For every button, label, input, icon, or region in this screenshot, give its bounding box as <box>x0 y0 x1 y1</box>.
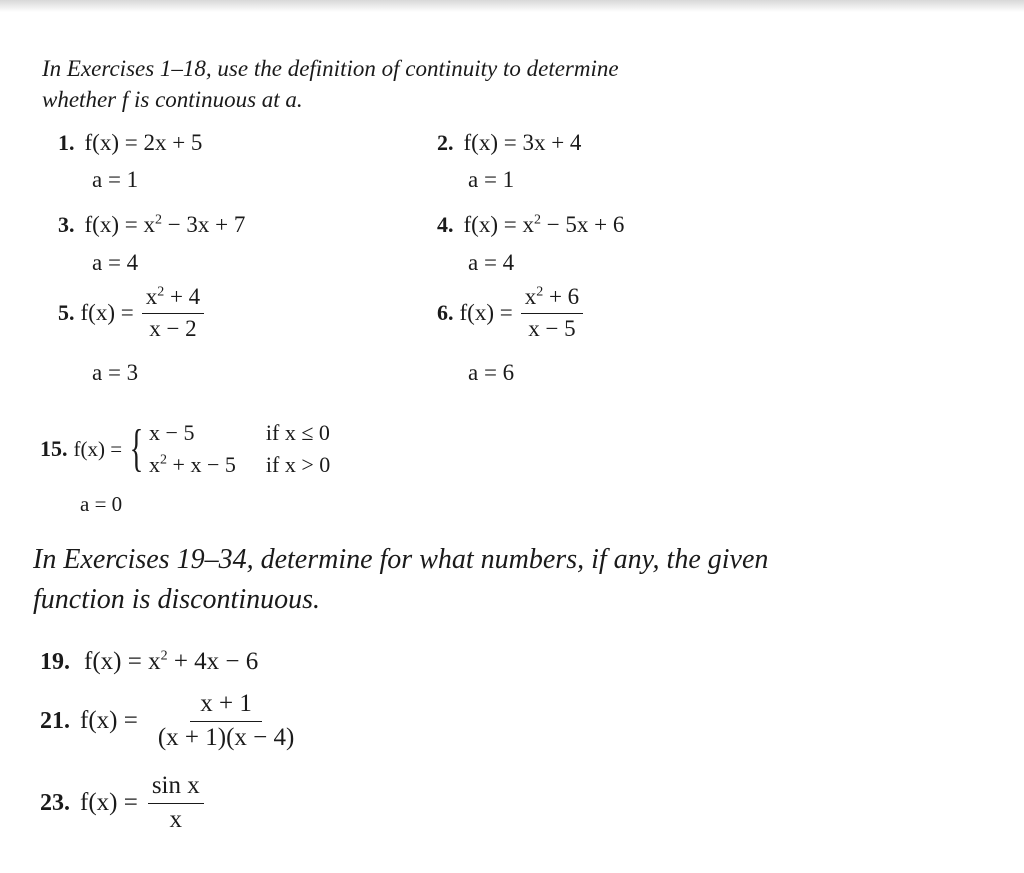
section1-intro-line1: In Exercises 1–18, use the definition of continuity to determine <box>42 56 619 81</box>
exercise-15 <box>40 420 330 478</box>
fraction <box>148 772 204 834</box>
section1-intro-line2: whether f is continuous at a. <box>42 87 303 112</box>
exercise-function <box>464 212 625 237</box>
exercise-number: 4. <box>437 212 454 237</box>
top-shadow-bar <box>0 0 1024 12</box>
fraction <box>521 284 583 342</box>
exercise-2-point: a = 1 <box>468 167 515 192</box>
case1-condition: if x ≤ 0 <box>265 420 330 445</box>
numerator: $x^2 + 6$ <box>521 284 583 314</box>
exercise-function <box>85 212 246 237</box>
exercise-number: 23. <box>40 789 70 816</box>
exponent: 2 <box>154 212 162 228</box>
left-brace: { <box>129 420 144 477</box>
exercise-4 <box>437 212 624 238</box>
numerator: $x^2 + 4$ <box>142 284 204 314</box>
exercise-number: 21. <box>40 707 70 734</box>
exercise-1-point: a = 1 <box>92 167 139 192</box>
function-lhs: f(x) = x <box>84 648 161 675</box>
exercise-5 <box>58 284 204 342</box>
fraction <box>148 690 305 752</box>
exercise-5-point: a = 3 <box>92 360 139 385</box>
exercise-function: f(x) = 2x + 5 <box>84 130 203 155</box>
function-lhs: f(x) = <box>80 789 138 816</box>
function-lhs: f(x) = <box>459 300 513 325</box>
numerator: sin x <box>148 772 204 804</box>
section2-intro-line1: In Exercises 19–34, determine for what numbers, if any, the given <box>33 544 769 575</box>
exponent: 2 <box>533 212 541 228</box>
function-rhs: − 5x + 6 <box>540 212 625 237</box>
exercise-6 <box>437 284 583 342</box>
piecewise-cases <box>149 420 330 478</box>
exercise-21 <box>40 690 304 752</box>
case2-expression: $x^2 + x - 5$ <box>149 452 236 477</box>
exercise-number: 19. <box>40 649 70 675</box>
exercise-2 <box>437 130 581 156</box>
exercise-6-point: a = 6 <box>468 360 515 385</box>
function-lhs: f(x) = <box>80 707 138 734</box>
exercise-23 <box>40 772 204 834</box>
function-lhs: f(x) = <box>73 436 123 461</box>
case2-condition: if x > 0 <box>265 452 331 477</box>
function-rhs: + 4x − 6 <box>167 648 259 675</box>
exercise-number: 6. <box>437 300 454 325</box>
exercise-function <box>84 648 258 675</box>
exercise-number: 1. <box>58 130 75 155</box>
section2-intro <box>33 540 768 620</box>
function-rhs: − 3x + 7 <box>161 212 246 237</box>
exercise-19 <box>40 648 258 676</box>
exercise-15-point: a = 0 <box>80 492 123 516</box>
function-lhs: f(x) = <box>80 300 134 325</box>
function-lhs: f(x) = x <box>463 212 534 237</box>
denominator: x − 5 <box>528 316 576 341</box>
numerator: x + 1 <box>190 690 262 722</box>
section1-intro <box>42 53 619 115</box>
exercise-number: 15. <box>40 436 68 461</box>
case1-expression: x − 5 <box>149 420 195 445</box>
function-lhs: f(x) = x <box>84 212 155 237</box>
exercise-3 <box>58 212 245 238</box>
exercise-function: f(x) = 3x + 4 <box>463 130 582 155</box>
denominator: x − 2 <box>149 316 197 341</box>
denominator: x <box>169 806 183 833</box>
fraction <box>142 284 204 342</box>
exercise-number: 2. <box>437 130 454 155</box>
exercise-1 <box>58 130 202 156</box>
exercise-number: 3. <box>58 212 75 237</box>
exercise-4-point: a = 4 <box>468 250 515 275</box>
exponent: 2 <box>160 648 168 664</box>
denominator: (x + 1)(x − 4) <box>157 724 295 751</box>
exercise-3-point: a = 4 <box>92 250 139 275</box>
exercise-number: 5. <box>58 300 75 325</box>
section2-intro-line2: function is discontinuous. <box>33 584 320 615</box>
